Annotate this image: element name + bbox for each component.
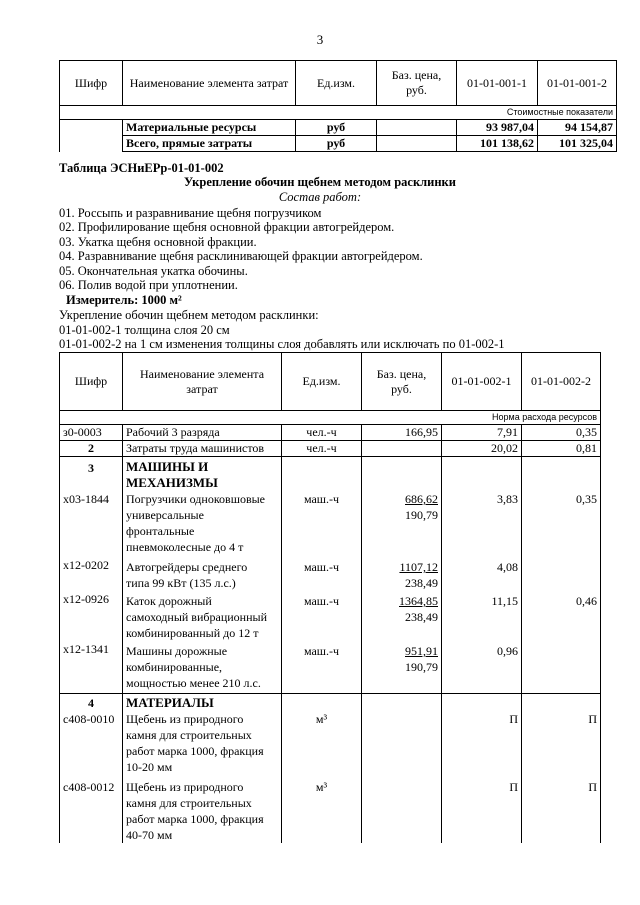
row-value: 101 138,62 [457,136,538,152]
header-price: Баз. цена, руб. [362,353,442,411]
machine-name-line: комбинированные, [126,660,223,674]
machine-value: 4,08 [497,560,518,574]
machine-price-secondary: 238,49 [405,610,438,624]
section-heading: Укрепление обочин щебнем методом расклинки [184,175,456,189]
machine-price: 1364,85 [399,594,438,608]
materials-number: 4 [88,696,94,710]
machine-value: 11,15 [491,594,518,608]
machine-unit: маш.-ч [303,594,340,608]
meter: Измеритель: 1000 м² [66,293,182,307]
row-unit: руб [296,136,377,152]
machine-name-line: фронтальные [126,524,195,538]
machine-name-line: типа 99 кВт (135 л.с.) [126,576,236,590]
machine-price: 951,91 [405,644,438,658]
step-2: 02. Профилирование щебня основной фракции автогрейдером. [59,220,395,234]
machine-value [525,559,597,593]
machine-code: х03-1844 [63,492,109,506]
material-code: с408-0010 [63,712,115,726]
row-name: Материальные ресурсы [123,120,296,136]
machines-number: 3 [88,461,94,475]
resource-table [59,352,601,843]
header-col1: 01-01-001-1 [457,61,538,106]
machine-value: 3,83 [497,492,518,506]
row-price: 166,95 [362,425,442,441]
composition-title: Состав работ: [278,190,362,204]
header-unit: Ед.изм. [282,353,362,411]
header-name: Наименование элемента затрат [123,353,282,411]
machines-title: МЕХАНИЗМЫ [126,475,218,490]
header-code: Шифр [60,61,123,106]
header-name: Наименование элемента затрат [123,61,296,106]
machine-name-line: Погрузчики одноковшовые [126,492,266,506]
table-title: Таблица ЭСНиЕРр-01-01-002 [59,161,224,175]
description: Укрепление обочин щебнем методом расклинки: [59,308,319,322]
machines-title: МАШИНЫ И [126,459,209,474]
machine-price-secondary: 190,79 [405,660,438,674]
row-value: 0,35 [522,425,601,441]
header-unit: Ед.изм. [296,61,377,106]
header-code: Шифр [60,353,123,411]
material-unit: м³ [315,780,328,794]
machine-price: 1107,12 [399,560,438,574]
row-value: 94 154,87 [538,120,617,136]
machine-value: 0,35 [576,492,597,506]
row-value: 93 987,04 [457,120,538,136]
row-code: з0-0003 [60,425,123,441]
material-name-line: 10-20 мм [126,760,173,774]
material-unit: м³ [315,712,328,726]
material-name-line: камня для строительных [126,796,252,810]
machine-unit: маш.-ч [303,492,340,506]
header-col1: 01-01-002-1 [442,353,522,411]
variant-2: 01-01-002-2 на 1 см изменения толщины слоя добавлять или исключать по 01-002-1 [59,337,505,351]
material-name-line: работ марка 1000, фракция [126,812,264,826]
material-name-line: работ марка 1000, фракция [126,744,264,758]
material-name-line: камня для строительных [126,728,252,742]
machine-name-line: универсальные [126,508,204,522]
machine-name-line: Автогрейдеры среднего [126,560,248,574]
variant-1: 01-01-002-1 толщина слоя 20 см [59,323,230,337]
subheader: Стоимостные показатели [60,106,617,120]
row-price [362,441,442,457]
machine-value: 0,46 [576,594,597,608]
row-value: 0,81 [522,441,601,457]
machine-value: 0,96 [497,644,518,658]
header-col2: 01-01-002-2 [522,353,601,411]
row-value: 7,91 [442,425,522,441]
step-1: 01. Россыпь и разравнивание щебня погрузчиком [59,206,322,220]
machine-name-line: пневмоколесные до 4 т [126,540,244,554]
step-4: 04. Разравнивание щебня расклинивающей фракции автогрейдером. [59,249,423,263]
machine-name-line: Каток дорожный [126,594,212,608]
machine-name-line: комбинированный до 12 т [126,626,259,640]
subheader: Норма расхода ресурсов [60,411,601,425]
row-name: Рабочий 3 разряда [123,425,282,441]
machine-unit: маш.-ч [303,644,340,658]
machine-name-line: мощностью менее 210 л.с. [126,676,261,690]
step-3: 03. Укатка щебня основной фракции. [59,235,257,249]
material-name-line: 40-70 мм [126,828,173,842]
machine-price-secondary: 238,49 [405,576,438,590]
machine-name-line: Машины дорожные [126,644,228,658]
machine-unit: маш.-ч [303,560,340,574]
material-value: П [588,780,597,794]
step-5: 05. Окончательная укатка обочины. [59,264,248,278]
machine-price-secondary: 190,79 [405,508,438,522]
material-name-line: Щебень из природного [126,712,244,726]
step-6: 06. Полив водой при уплотнении. [59,278,238,292]
header-price: Баз. цена, руб. [377,61,457,106]
row-unit: чел.-ч [282,425,362,441]
row-code: 2 [60,441,123,457]
header-col2: 01-01-001-2 [538,61,617,106]
machine-code: х12-0202 [63,558,109,572]
row-name: Затраты труда машинистов [123,441,282,457]
row-value: 20,02 [442,441,522,457]
row-unit: руб [296,120,377,136]
material-name-line: Щебень из природного [126,780,244,794]
machine-code: х12-1341 [63,642,109,656]
machine-price: 686,62 [405,492,438,506]
material-value: П [509,780,518,794]
row-value: 101 325,04 [538,136,617,152]
material-value: П [588,712,597,726]
machine-name-line: самоходный вибрационный [126,610,267,624]
material-value: П [509,712,518,726]
material-code: с408-0012 [63,780,115,794]
row-name: Всего, прямые затраты [123,136,296,152]
cost-table [59,60,617,152]
page-number: 3 [316,32,324,47]
materials-title: МАТЕРИАЛЫ [126,695,214,710]
row-unit: чел.-ч [282,441,362,457]
machine-value [525,643,597,693]
machine-code: х12-0926 [63,592,109,606]
